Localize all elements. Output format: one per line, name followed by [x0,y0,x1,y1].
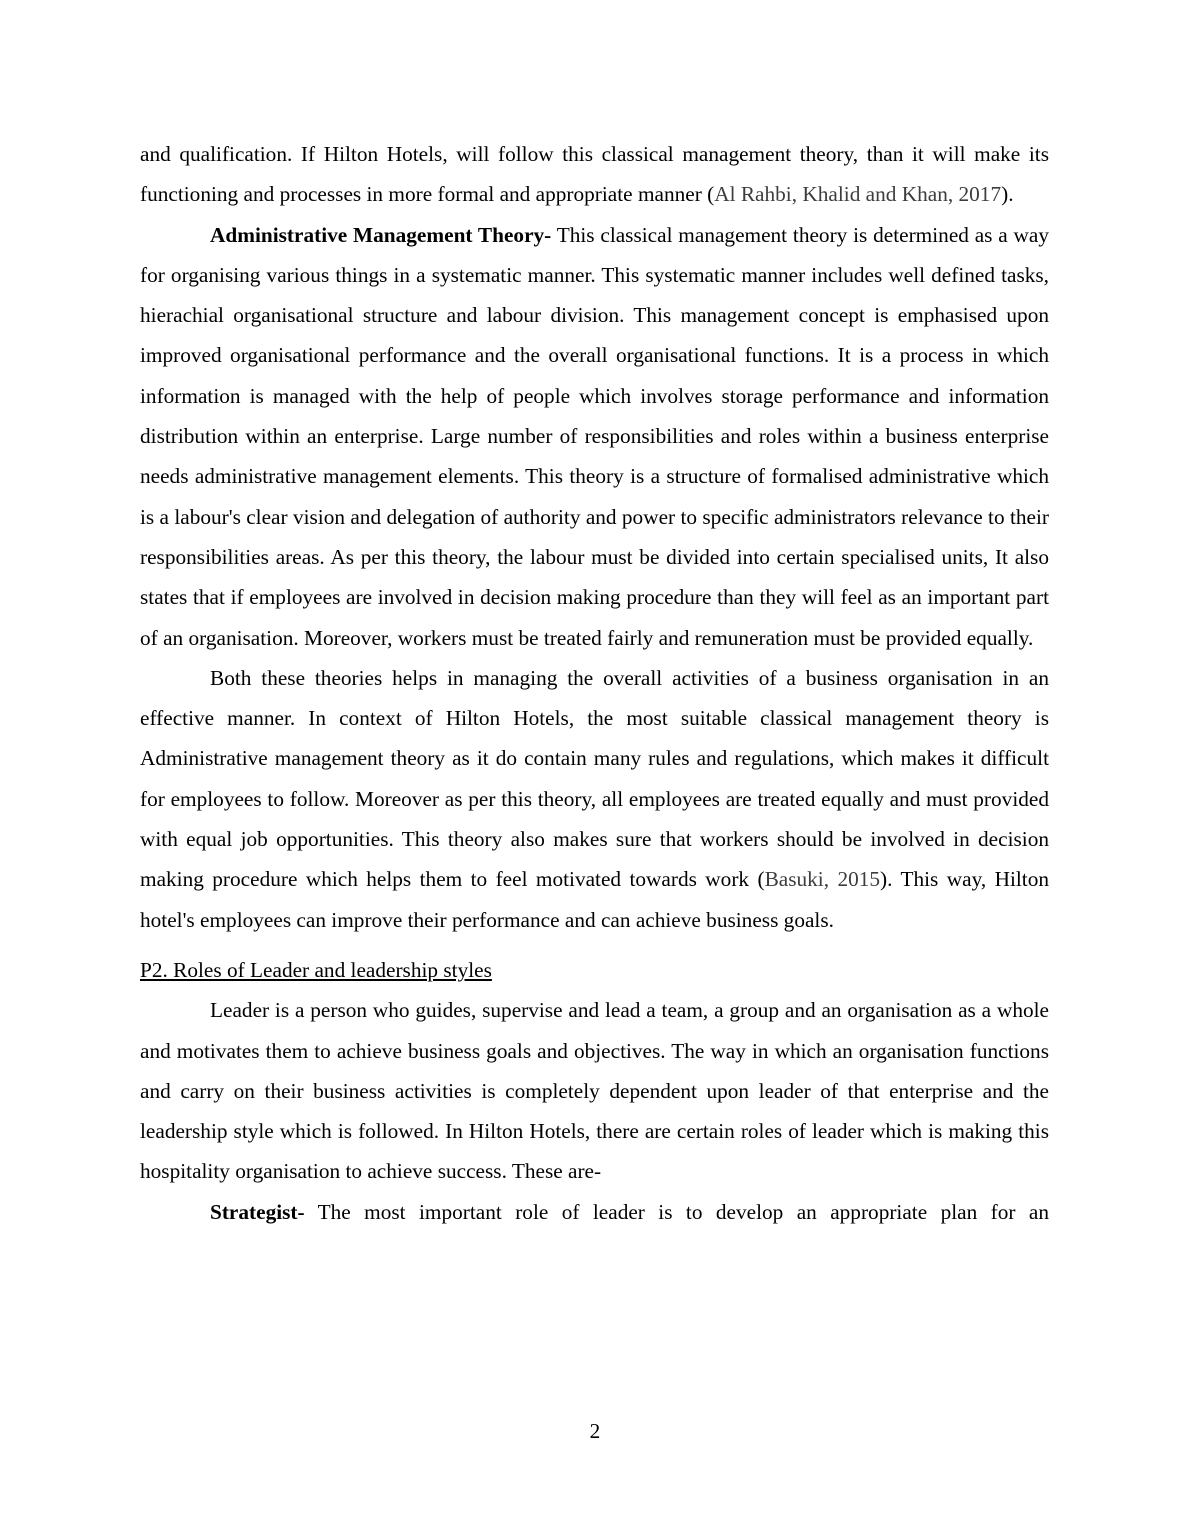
paragraph-leader-definition [140,990,1049,1191]
paragraph-administrative-theory [140,215,1049,658]
section-heading-p2: P2. Roles of Leader and leadership styles [140,957,492,982]
paragraph-strategist [140,1192,1049,1232]
paragraph-administrative-theory-text: This classical management theory is determined as a way for organising various things in a systematic manner. This systematic manner includes well defined tasks, hierachial organisational structure and labour division. This management concept is emphasised upon improved organisational performance and the overall organisational functions. It is a process in which information is managed with the help of people which involves storage performance and information distribution within an enterprise. Large number of responsibilities and roles within a business enterprise needs administrative management elements. This theory is a structure of formalised administrative which is a labour's clear vision and delegation of authority and power to specific administrators relevance to their responsibilities areas. As per this theory, the labour must be divided into certain specialised units, It also states that if employees are involved in decision making procedure than they will feel as an important part of an organisation. Moreover, workers must be treated fairly and remuneration must be provided equally. [140,222,1049,650]
paragraph-both-theories [140,658,1049,940]
paragraph-intro-tail: ). [1001,182,1014,207]
paragraph-strategist-text: The most important role of leader is to develop an appropriate plan for an [304,1199,1049,1224]
term-administrative-management-theory: Administrative Management Theory- [210,222,552,247]
citation-basuki: Basuki, 2015 [764,867,881,892]
paragraph-both-theories-tail: ). This way, Hilton hotel's employees can improve their performance and can achieve business goals. [140,867,1049,932]
document-page [140,134,1049,1232]
page-number: 2 [589,1419,601,1443]
paragraph-both-theories-text: Both these theories helps in managing the overall activities of a business organisation in an effective manner. In context of Hilton Hotels, the most suitable classical management theory is Administrative management theory as it do contain many rules and regulations, which makes it difficult for employees to follow. Moreover as per this theory, all employees are treated equally and must provided with equal job opportunities. This theory also makes sure that workers should be involved in decision making procedure which helps them to feel motivated towards work ( [140,665,1049,892]
paragraph-leader-definition-text: Leader is a person who guides, supervise and lead a team, a group and an organisation as a whole and motivates them to achieve business goals and objectives. The way in which an organisation functions and carry on their business activities is completely dependent upon leader of that enterprise and the leadership style which is followed. In Hilton Hotels, there are certain roles of leader which is making this hospitality organisation to achieve success. These are- [140,998,1049,1184]
paragraph-intro [140,134,1049,215]
paragraph-intro-text: and qualification. If Hilton Hotels, will follow this classical management theory, than it will make its functioning and processes in more formal and appropriate manner ( [140,142,1049,207]
term-strategist: Strategist- [210,1199,305,1224]
citation-al-rahbi: Al Rahbi, Khalid and Khan, 2017 [714,182,1002,207]
